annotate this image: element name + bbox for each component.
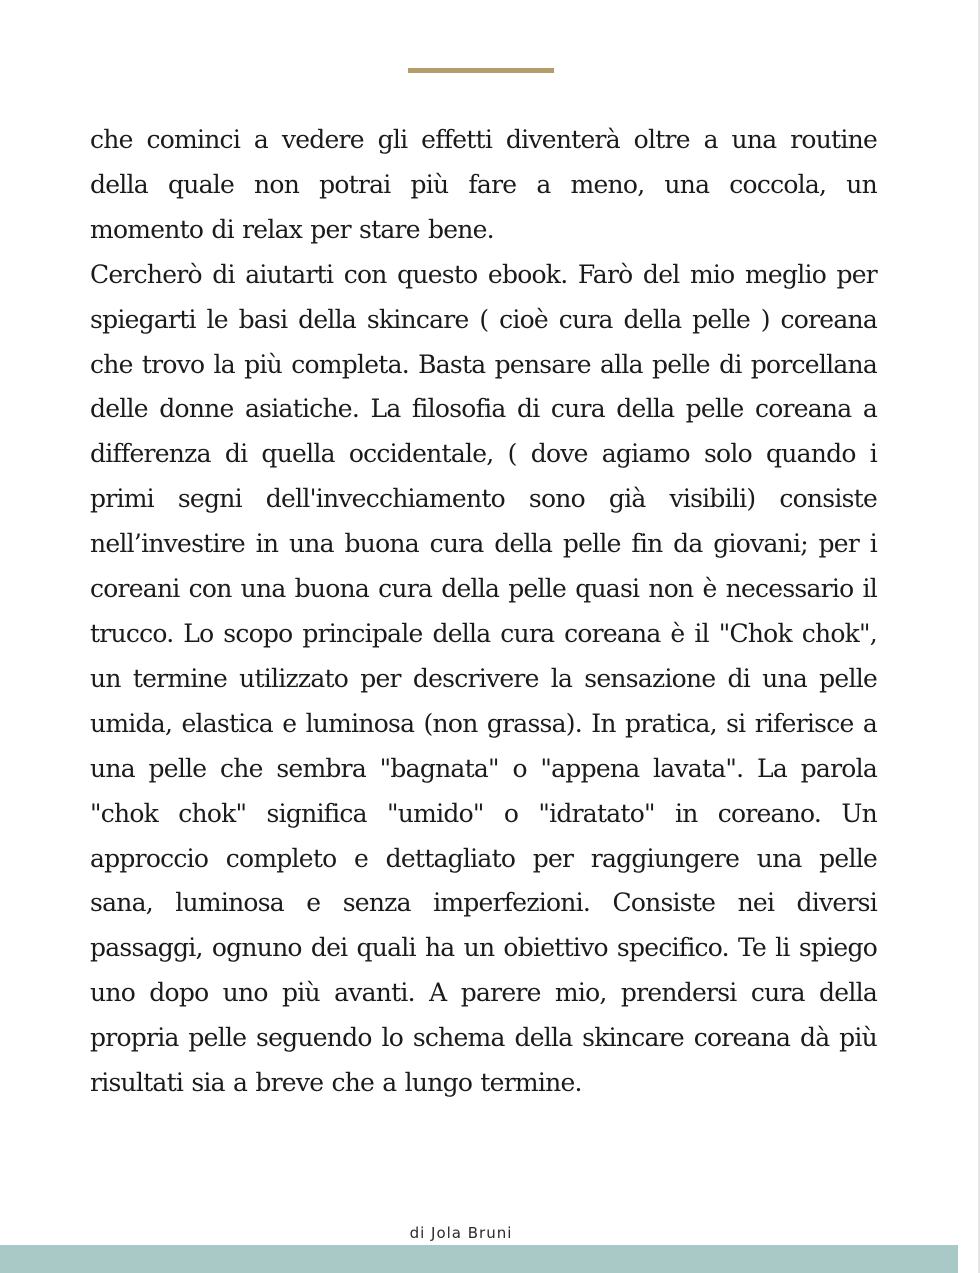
decorative-top-rule [408, 68, 554, 73]
body-text [90, 118, 877, 1106]
footer-band [0, 1245, 958, 1273]
paragraph-2: Cercherò di aiutarti con questo ebook. Farò del mio meglio per spiegarti le basi della skincare ( cioè cura della pelle ) coreana che trovo la più completa. Basta pensare alla pelle di porcellana delle donne asiatiche. La filosofia di cura della pelle coreana a differenza di quella occidentale, ( dove agiamo solo quando i primi segni dell'invecchiamento sono già visibili) consiste nell’investire in una buona cura della pelle fin da giovani; per i coreani con una buona cura della pelle quasi non è necessario il trucco. Lo scopo principale della cura coreana è il "Chok chok", un termine utilizzato per descrivere la sensazione di una pelle umida, elastica e luminosa (non grassa). In pratica, si riferisce a una pelle che sembra "bagnata" o "appena lavata". La parola "chok chok" significa "umido" o "idratato" in coreano. Un approccio completo e dettagliato per raggiungere una pelle sana, luminosa e senza imperfezioni. Consiste nei diversi passaggi, ognuno dei quali ha un obiettivo specifico. Te li spiego uno dopo uno più avanti. A parere mio, prendersi cura della propria pelle seguendo lo schema della skincare coreana dà più risultati sia a breve che a lungo termine. [90, 259, 877, 1098]
paragraph-1: che cominci a vedere gli effetti diventerà oltre a una routine della quale non potrai più fare a meno, una coccola, un momento di relax per stare bene. [90, 125, 877, 244]
footer-author: di Jola Bruni [409, 1224, 513, 1242]
